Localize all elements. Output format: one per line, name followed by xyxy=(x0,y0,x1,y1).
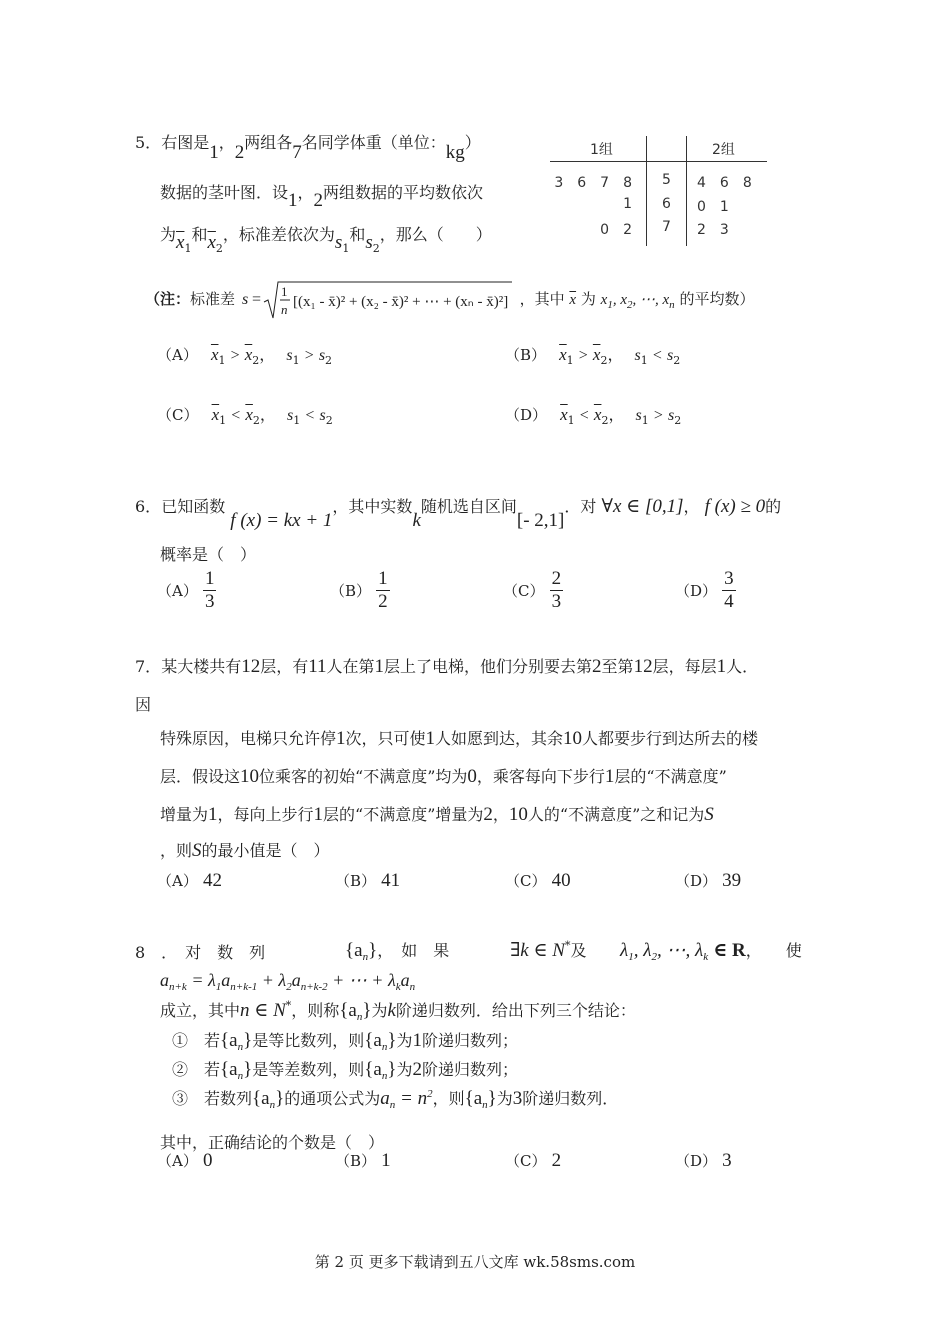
stem-leaf-header-left: 1组 xyxy=(590,142,613,158)
statement-1: ① 若$\{a_n\}$是等比数列，则$\{a_n\}$为1阶递归数列； xyxy=(172,1030,518,1053)
stem-leaf-left: 1 xyxy=(623,196,632,212)
option-a[interactable]: （A） 42 xyxy=(157,870,222,891)
stem-leaf-left: 0 2 xyxy=(600,222,632,238)
svg-text:=: = xyxy=(251,291,261,308)
stem-leaf-stem: 7 xyxy=(662,219,671,235)
page-footer: 第 2 页 更多下载请到五八文库 wk.58sms.com xyxy=(314,1253,636,1271)
question-number: 8 ． 对 数 列 xyxy=(135,943,266,962)
stem-leaf-stem: 5 xyxy=(662,172,671,188)
stem-leaf-header-right: 2组 xyxy=(712,142,735,158)
std-dev-formula xyxy=(240,278,515,322)
option-a[interactable]: （A） $\frac{1}{3}$ xyxy=(157,568,215,612)
stem-leaf-right: 2 3 xyxy=(697,222,729,238)
option-b[interactable]: （B） $\overline{x}_1 > \overline{x}_2$， $s_1 < s_2$ xyxy=(505,345,681,367)
option-b[interactable]: （B） $\frac{1}{2}$ xyxy=(330,568,388,612)
statement-3: ③ 若数列$\{a_n\}$的通项公式为$a_n = n^2$，则$\{a_n\}$为3阶递归数列． xyxy=(172,1088,619,1111)
stem-leaf-left: 3 6 7 8 xyxy=(554,175,632,191)
option-b[interactable]: （B） 1 xyxy=(335,1150,391,1171)
question-number: 7． xyxy=(135,657,162,676)
option-d[interactable]: （D） 3 xyxy=(675,1150,732,1171)
option-c[interactable]: （C） $\overline{x}_1 < \overline{x}_2$， $s_1 < s_2$ xyxy=(157,405,333,427)
option-d[interactable]: （D） $\frac{3}{4}$ xyxy=(675,568,734,612)
stem-leaf-right: 0 1 xyxy=(697,199,729,215)
svg-text:n: n xyxy=(280,302,288,317)
svg-text:s: s xyxy=(241,291,249,308)
option-c[interactable]: （C） $\frac{2}{3}$ xyxy=(503,568,562,612)
option-a[interactable]: （A） $\overline{x}_1 > \overline{x}_2$， $s_1 > s_2$ xyxy=(157,345,333,367)
question-number: 6． xyxy=(135,497,162,516)
option-b[interactable]: （B） 41 xyxy=(335,870,401,891)
question-number: 5． xyxy=(135,133,162,152)
option-a[interactable]: （A） 0 xyxy=(157,1150,213,1171)
option-d[interactable]: （D） 39 xyxy=(675,870,742,891)
svg-text:1: 1 xyxy=(280,284,288,299)
std-dev-note: （注：标准差 s = 1 n [(x₁ - x̄)² + (x₂ - x̄)² + ⋯ + (xₙ - x̄)²] ，其中 $\overline{x}$ 为 $x_1$, $x_2$, ⋯, $x_n$ 的平均数） xyxy=(145,278,754,322)
stem-leaf-stem: 6 xyxy=(662,196,671,212)
svg-text:[(x₁ - x̄)² + (x₂ - x̄)² + ⋯ +: [(x₁ - x̄)² + (x₂ - x̄)² + ⋯ + (xₙ - x̄)²] xyxy=(292,294,509,310)
recurrence-formula: $a_{n+k} = \lambda_1a_{n+k-1} + \lambda_2a_{n+k-2}$ + ⋯ + $\lambda_ka_n$ xyxy=(160,970,416,993)
option-c[interactable]: （C） 40 xyxy=(505,870,571,891)
stem-leaf-right: 4 6 8 xyxy=(697,175,752,191)
statement-2: ② 若$\{a_n\}$是等差数列，则$\{a_n\}$为2阶递归数列； xyxy=(172,1059,518,1082)
option-c[interactable]: （C） 2 xyxy=(505,1150,562,1171)
option-d[interactable]: （D） $\overline{x}_1 < \overline{x}_2$， $s_1 > s_2$ xyxy=(505,405,682,427)
